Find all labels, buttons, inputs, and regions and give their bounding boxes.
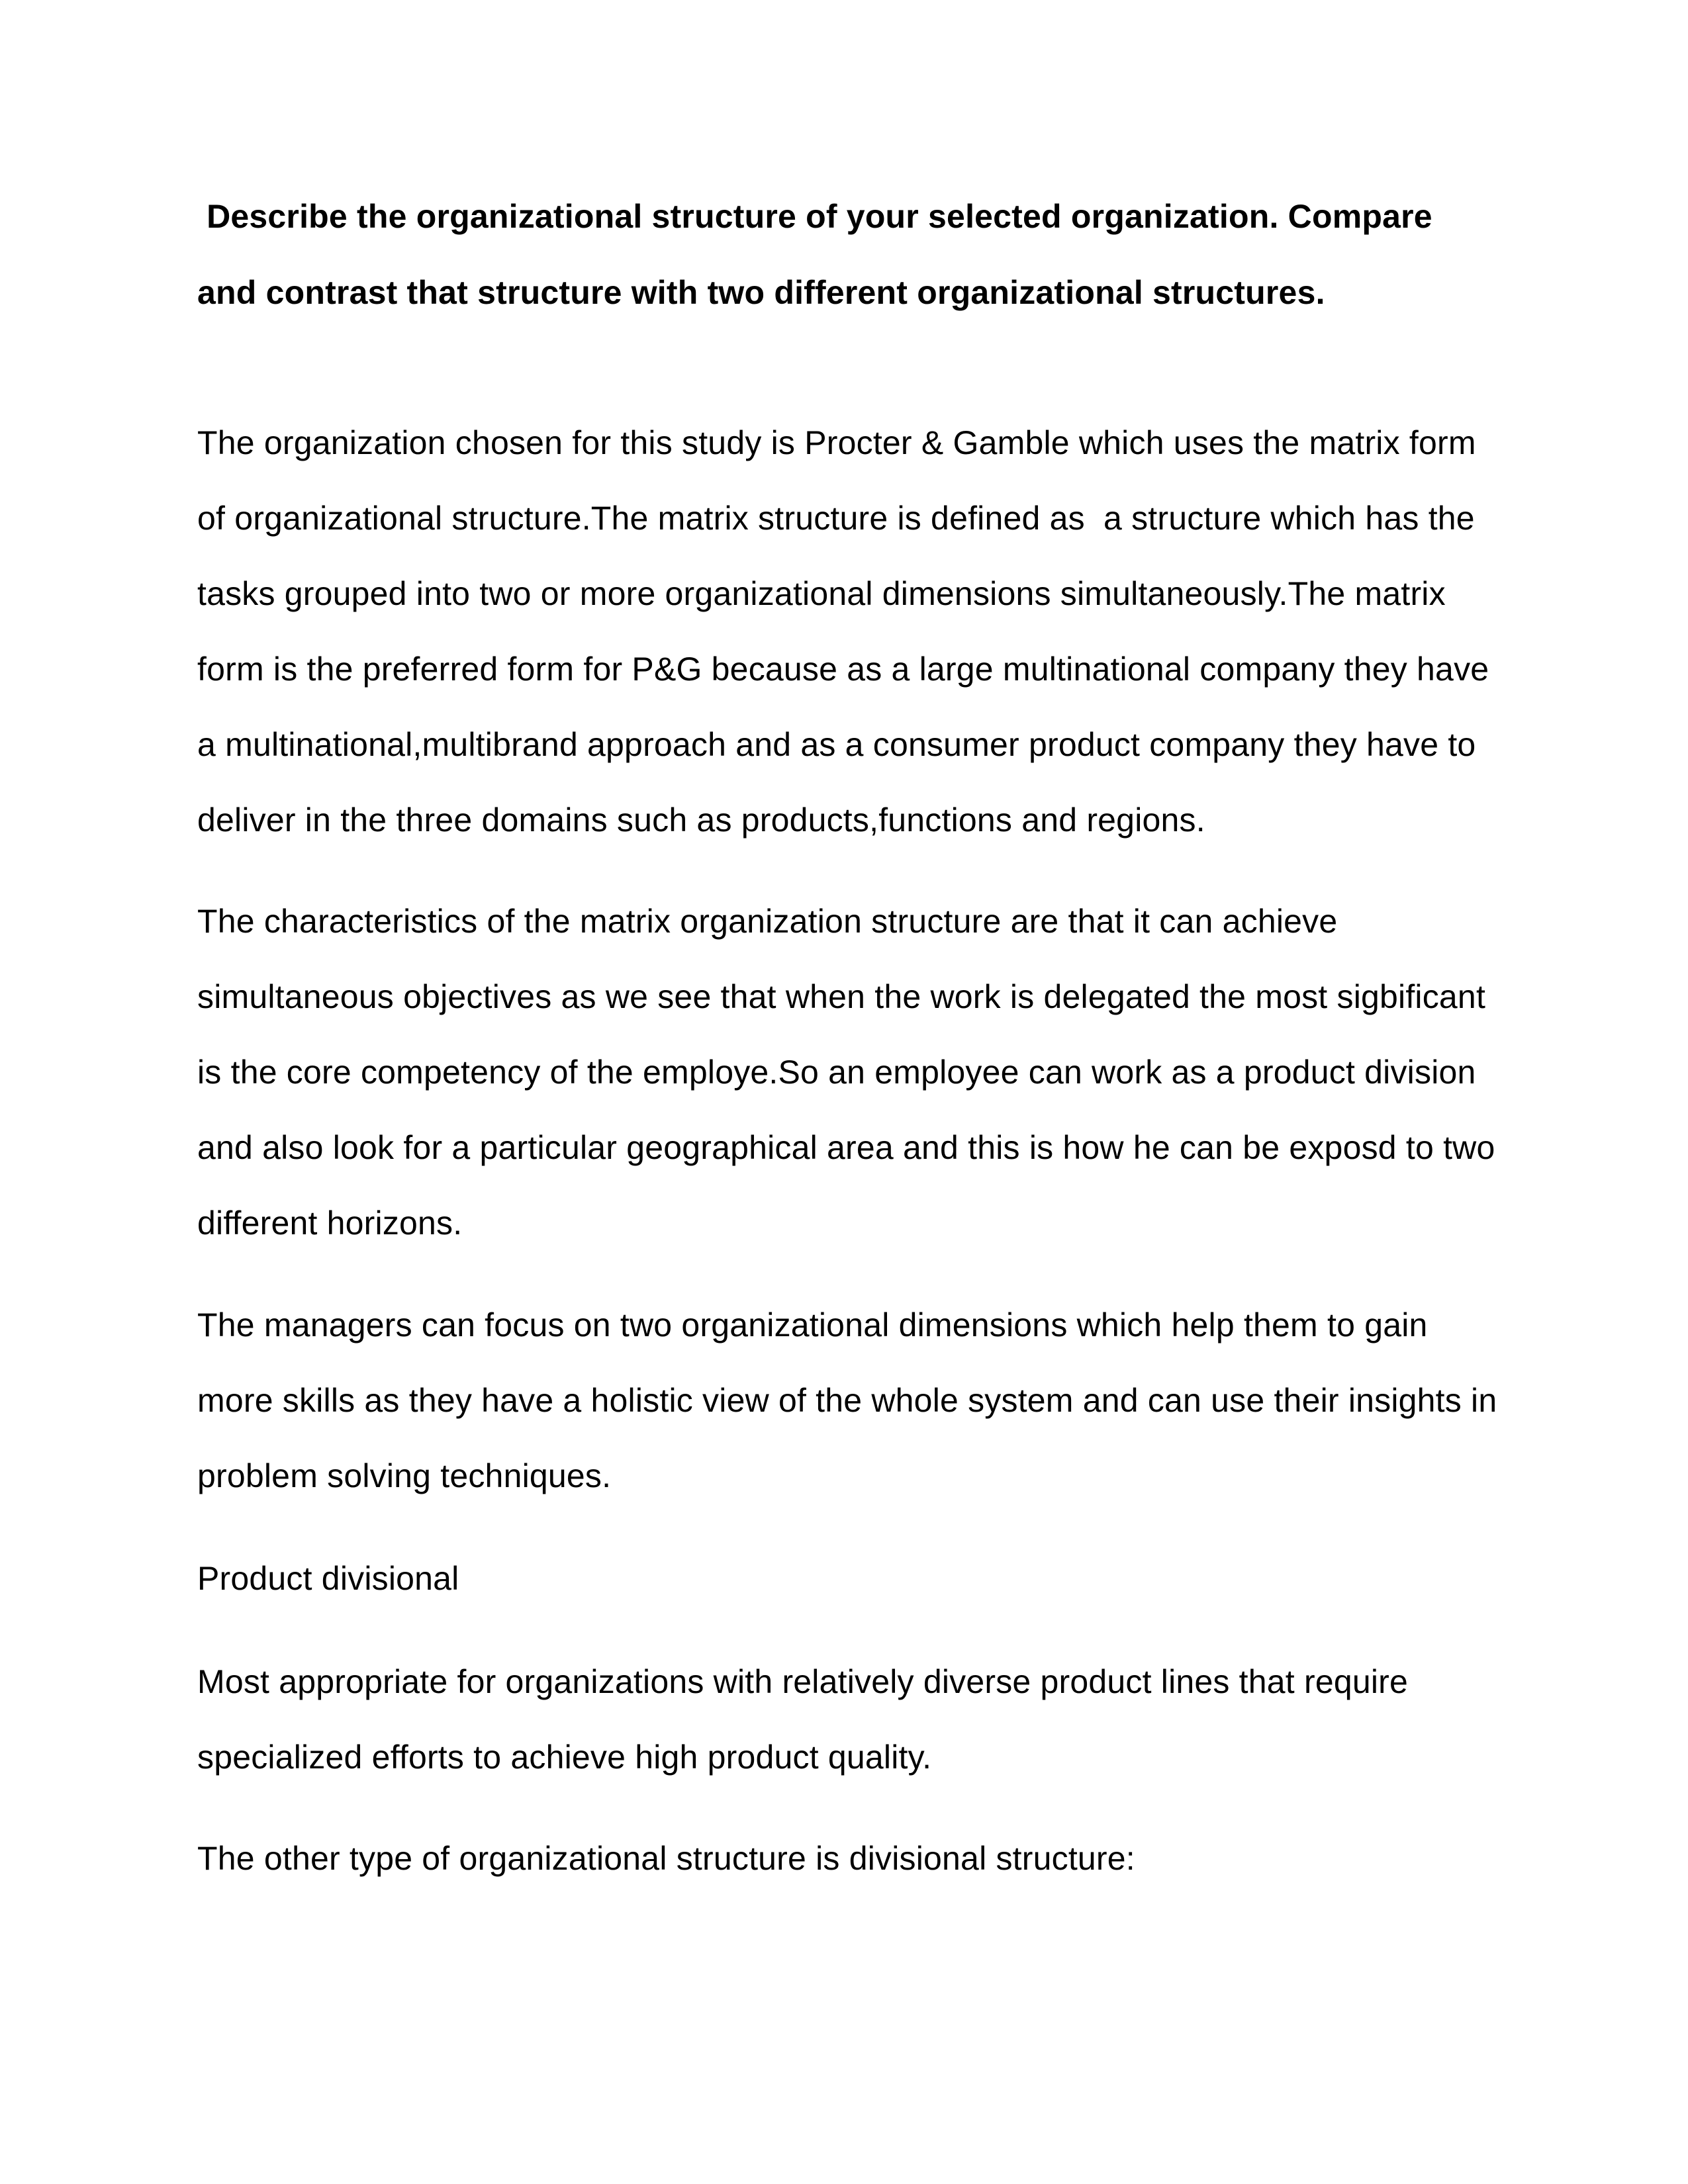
- paragraph-line: deliver in the three domains such as products,functions and regions.: [197, 801, 1205, 839]
- question-line: Describe the organizational structure of your selected organization. Compare: [197, 198, 1432, 235]
- paragraph-line: Most appropriate for organizations with relatively diverse product lines that require: [197, 1663, 1409, 1700]
- paragraph-line: form is the preferred form for P&G because as a large multinational company they have: [197, 651, 1489, 688]
- paragraph-line: more skills as they have a holistic view of the whole system and can use their insights in: [197, 1382, 1497, 1419]
- paragraph-line: The characteristics of the matrix organization structure are that it can achieve: [197, 903, 1338, 940]
- paragraph-line: The other type of organizational structure is divisional structure:: [197, 1840, 1135, 1877]
- paragraph-line: The organization chosen for this study is Procter & Gamble which uses the matrix form: [197, 424, 1476, 461]
- paragraph-line: is the core competency of the employe.So an employee can work as a product division: [197, 1054, 1476, 1091]
- paragraph-line: of organizational structure.The matrix structure is defined as a structure which has the: [197, 500, 1475, 537]
- paragraph-line: problem solving techniques.: [197, 1457, 612, 1494]
- paragraph-line: Product divisional: [197, 1560, 459, 1597]
- paragraph-line: and also look for a particular geographical area and this is how he can be exposd to two: [197, 1129, 1495, 1166]
- paragraph-line: tasks grouped into two or more organizational dimensions simultaneously.The matrix: [197, 575, 1446, 612]
- paragraph-line: simultaneous objectives as we see that when the work is delegated the most sigbificant: [197, 978, 1486, 1015]
- paragraph-line: The managers can focus on two organizational dimensions which help them to gain: [197, 1306, 1428, 1343]
- paragraph-line: different horizons.: [197, 1205, 463, 1242]
- paragraph-line: a multinational,multibrand approach and as a consumer product company they have to: [197, 726, 1476, 763]
- question-line: and contrast that structure with two different organizational structures.: [197, 274, 1325, 311]
- paragraph-line: specialized efforts to achieve high product quality.: [197, 1739, 932, 1776]
